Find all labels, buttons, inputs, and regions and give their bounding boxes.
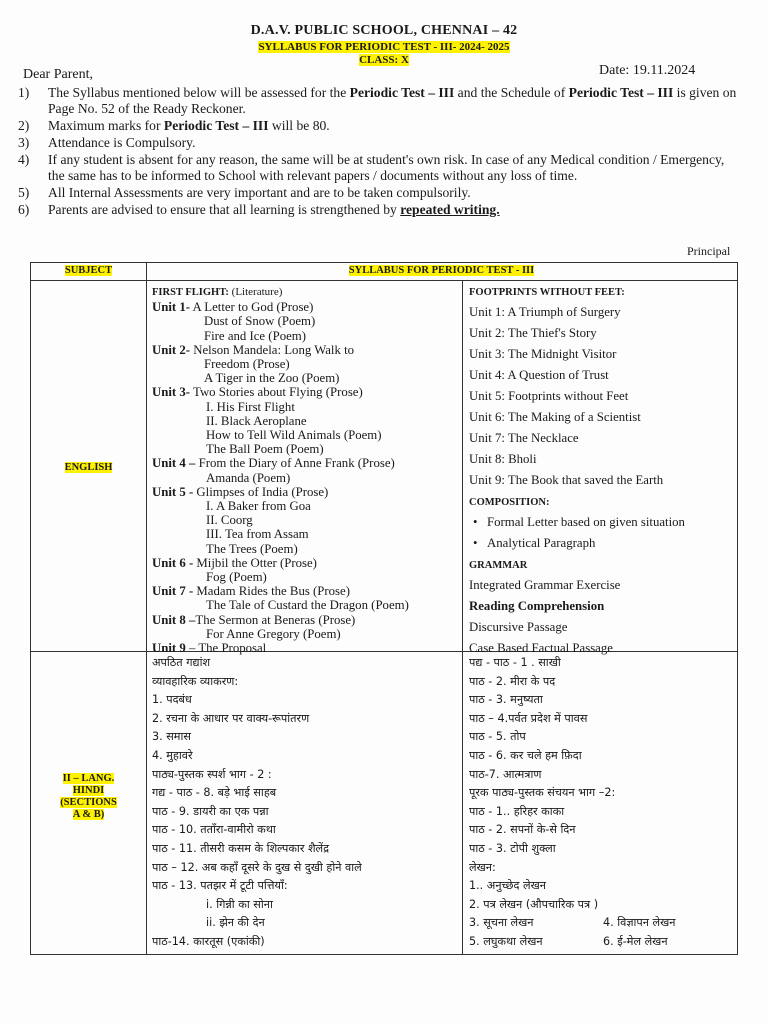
class-label: CLASS: X [359,54,409,66]
syllabus-line: 1. पदबंध [152,693,192,707]
syllabus-line: पाठ - 13. पतझर में टूटी पत्तियाँ: [152,879,288,893]
syllabus-line: Unit 1- A Letter to God (Prose) [152,300,314,315]
syllabus-line: 1.. अनुच्छेद लेखन [469,879,546,893]
instruction-item: 4) If any student is absent for any reason, the same will be at student's own risk. In case of any Medical condition / Emergency, the same has to be informed to School with relevant papers / documents without any loss of time. [18,152,725,183]
syllabus-line: पाठ-14. कारतूस (एकांकी) [152,934,265,948]
syllabus-line: Unit 8: Bholi [469,452,537,466]
syllabus-line: The Trees (Poem) [206,541,298,556]
syllabus-line: पाठ्य-पुस्तक स्पर्श भाग - 2 : [152,767,272,781]
syllabus-line: लेखन: [469,860,496,874]
english-literature-list [152,284,460,655]
date-label: Date: 19.11.2024 [599,63,696,78]
syllabus-line: पाठ – 4.पर्वत प्रदेश में पावस [469,711,588,725]
syllabus-line: I. His First Flight [206,399,295,414]
syllabus-header: SYLLABUS FOR PERIODIC TEST - III [348,265,535,276]
school-name: D.A.V. PUBLIC SCHOOL, CHENNAI – 42 [250,23,518,38]
instructions-list [18,85,738,219]
syllabus-line: Unit 1: A Triumph of Surgery [469,305,621,319]
syllabus-item: 5. लघुकथा लेखन [469,934,543,948]
syllabus-line: GRAMMAR [469,560,528,571]
hindi-left-list [152,654,460,952]
syllabus-line: 2. रचना के आधार पर वाक्य-रूपांतरण [152,711,310,725]
syllabus-line: पाठ - 3. मनुष्यता [469,693,543,707]
syllabus-item: 4. विज्ञापन लेखन [603,916,676,930]
syllabus-line: पाठ-7. आत्मत्राण [469,767,542,781]
syllabus-line: Unit 9 – The Proposal [152,641,267,656]
syllabus-line: Unit 7: The Necklace [469,431,579,445]
syllabus-line: ii. झेन की देन [206,916,265,930]
bullet-icon: • [473,515,478,529]
syllabus-line: Unit 7 - Madam Rides the Bus (Prose) [152,584,350,599]
syllabus-line: पाठ - 2. सपनों के-से दिन [469,823,576,837]
subject-english: ENGLISH [64,462,113,473]
syllabus-line: Unit 6: The Making of a Scientist [469,410,641,424]
syllabus-line: Unit 5: Footprints without Feet [469,389,629,403]
syllabus-line: For Anne Gregory (Poem) [206,626,341,641]
syllabus-line: The Tale of Custard the Dragon (Poem) [206,598,409,613]
salutation: Dear Parent, [23,67,93,82]
syllabus-line: Fire and Ice (Poem) [204,328,306,343]
syllabus-row [469,933,734,952]
syllabus-line: Dust of Snow (Poem) [204,314,316,329]
syllabus-line: Unit 2- Nelson Mandela: Long Walk to [152,342,355,357]
syllabus-line: Freedom (Prose) [204,357,290,372]
syllabus-line: FOOTPRINTS WITHOUT FEET: [469,287,625,298]
syllabus-line: Unit 4 – From the Diary of Anne Frank (Prose) [152,456,395,471]
bullet-icon: • [473,536,478,550]
syllabus-line: A Tiger in the Zoo (Poem) [204,371,340,386]
syllabus-line: Unit 3: The Midnight Visitor [469,347,617,361]
syllabus-line: पद्य - पाठ - 1 . साखी [469,656,561,669]
syllabus-line: पाठ – 12. अब कहाँ दूसरे के दुख से दुखी होने वाले [152,860,362,874]
syllabus-line: II. Black Aeroplane [206,413,307,428]
syllabus-line: 4. मुहावरे [152,748,193,762]
syllabus-line: How to Tell Wild Animals (Poem) [206,428,382,443]
syllabus-line: i. गिन्नी का सोना [206,897,273,911]
syllabus-line: गद्य - पाठ - 8. बड़े भाई साहब [152,786,277,800]
syllabus-item: 3. सूचना लेखन [469,916,534,930]
syllabus-line: Unit 8 –The Sermon at Beneras (Prose) [152,612,356,627]
syllabus-line: Unit 9: The Book that saved the Earth [469,473,664,487]
syllabus-line: Unit 4: A Question of Trust [469,368,609,382]
column-divider [462,280,463,954]
english-supplementary-list [469,281,734,659]
syllabus-row [469,914,734,933]
principal-signature: Principal [687,244,731,258]
syllabus-line: Discursive Passage [469,620,568,634]
syllabus-line: Integrated Grammar Exercise [469,578,621,592]
syllabus-line: Case Based Factual Passage [469,641,613,655]
instruction-item: 2) Maximum marks for Periodic Test – III will be 80. [18,118,330,133]
syllabus-line: व्यावहारिक व्याकरण: [152,674,239,688]
instruction-item: 6) Parents are advised to ensure that all learning is strengthened by repeated writing. [18,202,500,217]
syllabus-line: Unit 2: The Thief's Story [469,326,597,340]
syllabus-line: 2. पत्र लेखन (औपचारिक पत्र ) [469,897,599,911]
syllabus-line: पाठ - 10. तताँरा-वामीरो कथा [152,823,276,837]
syllabus-line: पाठ - 9. डायरी का एक पन्ना [152,804,269,818]
syllabus-line: Unit 3- Two Stories about Flying (Prose) [152,385,363,400]
syllabus-line: The Ball Poem (Poem) [206,442,324,457]
syllabus-line: II. Coorg [206,513,253,528]
syllabus-line: पाठ - 1.. हरिहर काका [469,804,565,818]
syllabus-line: I. A Baker from Goa [206,499,311,514]
subject-hindi: II – LANG. HINDI (SECTIONS A & B) [60,773,117,820]
syllabus-line: पाठ - 11. तीसरी कसम के शिल्पकार शैलेंद्र [152,841,330,855]
syllabus-line: पूरक पाठ्य-पुस्तक संचयन भाग –2: [469,786,616,800]
instruction-item: 3) Attendance is Compulsory. [18,135,196,150]
instruction-item: 5) All Internal Assessments are very important and are to be taken compulsorily. [18,185,471,200]
syllabus-line: पाठ - 2. मीरा के पद [469,674,556,688]
instruction-item: 1) The Syllabus mentioned below will be assessed for the Periodic Test – III and the Schedule of Periodic Test – III is given on Page No. 52 of the Ready Reckoner. [18,85,737,116]
syllabus-line: Reading Comprehension [469,599,605,613]
syllabus-line: पाठ - 5. तोप [469,730,526,744]
syllabus-line: पाठ - 3. टोपी शुक्ला [469,841,556,855]
syllabus-line: Unit 5 - Glimpses of India (Prose) [152,484,329,499]
syllabus-title: SYLLABUS FOR PERIODIC TEST - III- 2024- 2025 [258,41,510,53]
syllabus-line: Amanda (Poem) [206,470,291,485]
syllabus-line: 3. समास [152,730,191,744]
column-divider [146,263,147,954]
syllabus-item: 6. ई-मेल लेखन [603,934,668,948]
syllabus-line: Unit 6 - Mijbil the Otter (Prose) [152,555,317,570]
syllabus-line: पाठ - 6. कर चले हम फ़िदा [469,748,582,762]
syllabus-line: अपठित गद्यांश [152,656,211,669]
syllabus-line: FIRST FLIGHT: (Literature) [152,286,283,298]
syllabus-table [30,262,738,955]
syllabus-line: • Analytical Paragraph [469,533,734,554]
syllabus-line: • Formal Letter based on given situation [469,512,734,533]
syllabus-line: III. Tea from Assam [206,527,309,542]
subject-header: SUBJECT [64,265,113,276]
syllabus-line: Fog (Poem) [206,570,267,585]
syllabus-line: COMPOSITION: [469,497,550,508]
hindi-right-list [469,654,734,952]
